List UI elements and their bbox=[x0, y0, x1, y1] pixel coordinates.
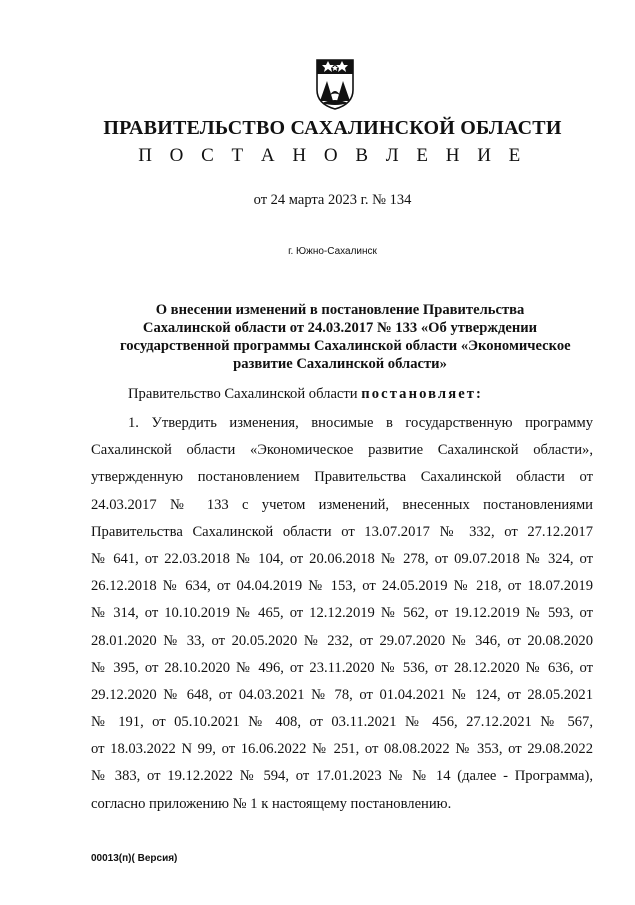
subject-line: государственной программы Сахалинской области «Экономическое bbox=[120, 338, 571, 354]
body-line: Правительства Сахалинской области от 13.07.2017 № 332, от 27.12.2017 bbox=[91, 523, 593, 540]
subject-line: О внесении изменений в постановление Правительства bbox=[155, 302, 525, 318]
sakhalin-coat-of-arms-icon bbox=[314, 57, 356, 111]
resolution-intro bbox=[128, 386, 483, 403]
body-line: 29.12.2020 № 648, от 04.03.2021 № 78, от 01.04.2021 № 124, от 28.05.2021 bbox=[91, 686, 593, 703]
subject-line: Сахалинской области от 24.03.2017 № 133 «Об утверждении bbox=[142, 320, 538, 336]
document-type: П О С Т А Н О В Л Е Н И Е bbox=[138, 145, 527, 166]
body-line: утвержденную постановлением Правительства Сахалинской области от bbox=[91, 469, 593, 486]
body-line: 28.01.2020 № 33, от 20.05.2020 № 232, от 29.07.2020 № 346, от 20.08.2020 bbox=[91, 632, 593, 649]
body-line: от 18.03.2022 N 99, от 16.06.2022 № 251, от 08.08.2022 № 353, от 29.08.2022 bbox=[91, 741, 593, 758]
organization-title: ПРАВИТЕЛЬСТВО САХАЛИНСКОЙ ОБЛАСТИ bbox=[103, 117, 562, 139]
body-line: согласно приложению № 1 к настоящему постановлению. bbox=[91, 795, 452, 812]
body-line: № 641, от 22.03.2018 № 104, от 20.06.2018 № 278, от 09.07.2018 № 324, от bbox=[91, 550, 593, 567]
intro-text: Правительство Сахалинской области bbox=[128, 386, 362, 402]
body-line: № 383, от 19.12.2022 № 594, от 17.01.2023 № № 14 (далее - Программа), bbox=[91, 768, 593, 785]
body-line: 26.12.2018 № 634, от 04.04.2019 № 153, от 24.05.2019 № 218, от 18.07.2019 bbox=[91, 578, 593, 595]
body-line: № 395, от 28.10.2020 № 496, от 23.11.2020 № 536, от 28.12.2020 № 636, от bbox=[91, 659, 593, 676]
intro-emphasis: постановляет: bbox=[361, 386, 483, 402]
body-line: № 314, от 10.10.2019 № 465, от 12.12.2019 № 562, от 19.12.2019 № 593, от bbox=[91, 605, 593, 622]
resolution-body bbox=[91, 410, 593, 818]
body-line: 24.03.2017 № 133 с учетом изменений, внесенных постановлениями bbox=[91, 496, 593, 513]
body-line: № 191, от 05.10.2021 № 408, от 03.11.2021 № 456, 27.12.2021 № 567, bbox=[91, 714, 593, 731]
document-date-number: от 24 марта 2023 г. № 134 bbox=[253, 192, 412, 208]
body-line: Сахалинской области «Экономическое развитие Сахалинской области», bbox=[91, 442, 593, 459]
body-line: 1. Утвердить изменения, вносимые в государственную программу bbox=[128, 415, 593, 431]
document-city: г. Южно-Сахалинск bbox=[288, 246, 377, 257]
subject-line: развитие Сахалинской области» bbox=[233, 356, 447, 372]
document-subject bbox=[120, 301, 571, 373]
document-footer-code: 00013(п)( Версия) bbox=[91, 853, 178, 864]
